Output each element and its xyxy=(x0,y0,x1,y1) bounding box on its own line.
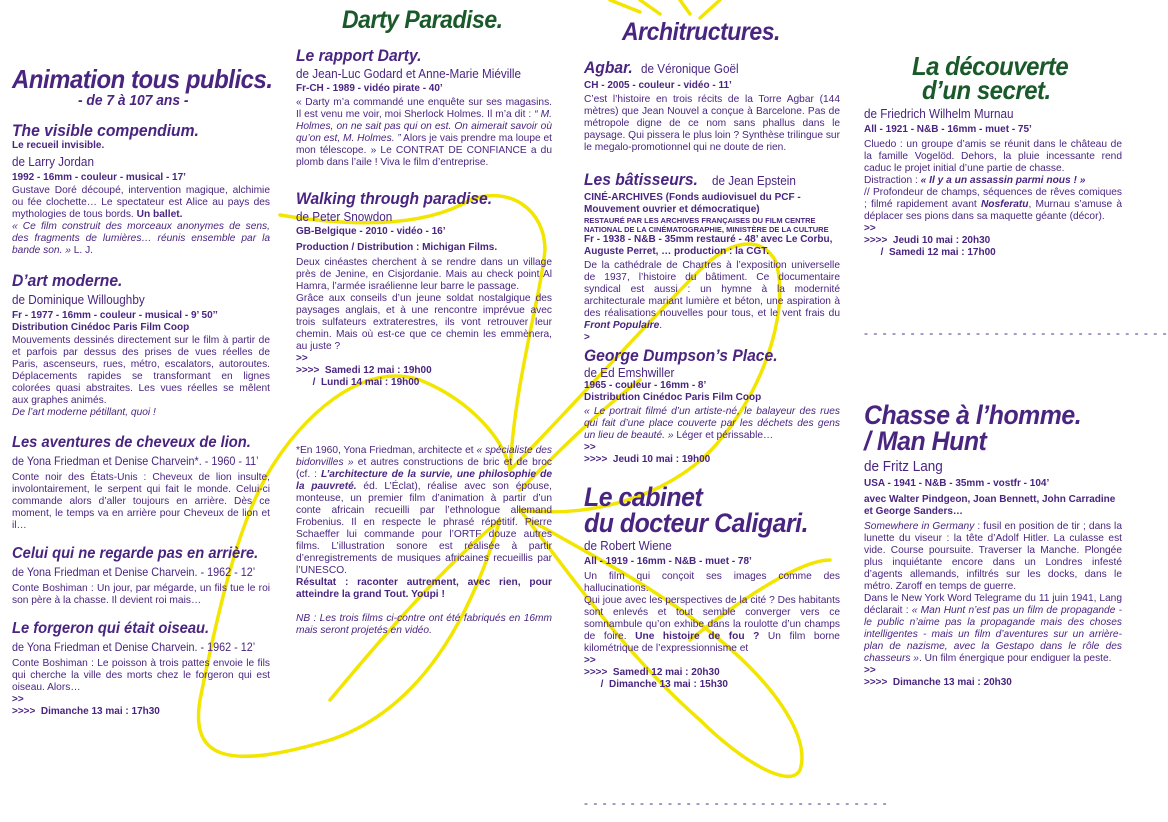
column-murnau-lang xyxy=(864,51,1122,267)
film-title: George Dumpson’s Place. xyxy=(584,346,778,365)
arrow: >> xyxy=(864,223,876,234)
film-entry xyxy=(12,121,270,257)
film-title: The visible compendium. xyxy=(12,121,199,140)
film-restoration: RESTAURÉ PAR LES ARCHIVES FRANÇAISES DU FILM CENTRE NATIONAL DE LA CINÉMATOGRAPHIE, MINISTÈRE DE LA CULTURE xyxy=(584,216,829,234)
separator-dashes: - - - - - - - - - - - - - - - - - - - - - - - - - - - - - - - - - xyxy=(584,796,888,810)
film-meta: All - 1919 - 16mm - N&B - muet - 78’ xyxy=(584,556,752,567)
film-director: de Yona Friedman et Denise Charvein. - 1962 - 12’ xyxy=(12,565,256,579)
arrow: >> xyxy=(296,353,308,364)
film-meta: 1992 - 16mm - couleur - musical - 17’ xyxy=(12,172,186,183)
film-production: Production / Distribution : Michigan Films. xyxy=(296,242,498,253)
column-darty xyxy=(296,46,552,645)
film-title: Le forgeron qui était oiseau. xyxy=(12,620,210,637)
film-meta: 1965 - couleur - 16mm - 8’ xyxy=(584,380,707,391)
film-entry xyxy=(864,402,1122,689)
film-title: D’art moderne. xyxy=(12,271,123,290)
film-director: de Jean-Luc Godard et Anne-Marie Miéville xyxy=(296,66,522,81)
film-title: Walking through paradise. xyxy=(296,189,493,208)
arrow: >> xyxy=(12,694,24,705)
film-description: « Darty m’a commandé une enquête sur ses magasins. Il est venu me voir, moi Sherlock Holmes. Il m’a dit : “ M. Holmes, on ne sait pas qui on est. On aimerait savoir où qu’on est, M. Holmes. ” Alors je vais prendre ma loupe et mon télescope. » Le CONTRAT DE CONFIANCE a du plomb dans l’aile ! Viva le film d’entreprise. xyxy=(296,97,552,168)
film-description: Mouvements dessinés directement sur le film à partir de et parfois par dessus des prises de vues réelles de Paris, ascenseurs, rues, métro, escalators, autoroutes. Déplacements rapides se transformant en lignes colorées quasi abstraites. Les vues réelles se mêlent aux graphes animés. De l’art moderne pétillant, quoi ! xyxy=(12,335,270,418)
film-description: « Le portrait filmé d’un artiste-né, le balayeur des rues qui fait d’une place couverte par les déchets des gens un lieu de beauté. » Léger et périssable… xyxy=(584,406,840,441)
film-description: Conte Boshiman : Le poisson à trois pattes envoie le fils qui cherche la ville des morts chez le forgeron qui est oiseau. Alors… xyxy=(12,658,270,693)
screening-schedule: >>>> Jeudi 10 mai : 20h30 xyxy=(864,235,991,246)
film-title: Chasse à l’homme. xyxy=(864,400,1082,430)
film-director: de Véronique Goël xyxy=(641,61,739,76)
film-description: Deux cinéastes cherchent à se rendre dans un village près de Jenine, en Cisjordanie. Mais au check point Al Hamra, l’armée israélienne leur barre le passage. Grâce aux conseils d’un jeune soldat nostalgique des paysages anglais, et à une rencontre imprévue avec trois sulfateurs extraterestres, ils vont retrouver leur chemin. Mais où est-ce que ce chemin les emmènera, au juste ? xyxy=(296,257,552,352)
film-director: de Yona Friedman et Denise Charvein. - 1962 - 12’ xyxy=(12,640,256,654)
arrow: > xyxy=(584,332,590,343)
film-title: Celui qui ne regarde pas en arrière. xyxy=(12,545,259,562)
arrow: >> xyxy=(864,665,876,676)
screening-schedule-2: / Dimanche 13 mai : 15h30 xyxy=(584,679,728,690)
film-distribution: Distribution Cinédoc Paris Film Coop xyxy=(584,392,762,403)
film-meta: Fr-CH - 1989 - vidéo pirate - 40’ xyxy=(296,83,443,94)
film-title-line-2: / Man Hunt xyxy=(864,426,987,456)
film-archive: CINÉ-ARCHIVES (Fonds audiovisuel du PCF - Mouvement ouvrier et démocratique) xyxy=(584,192,801,215)
film-cast: avec Walter Pindgeon, Joan Bennett, John Carradine et George Sanders… xyxy=(864,494,1116,517)
screening-schedule: >>>> Dimanche 13 mai : 17h30 xyxy=(12,706,160,717)
footnote-nb: NB : Les trois films ci-contre ont été fabriqués en 16mm mais seront projetés en vidéo. xyxy=(296,613,552,636)
screening-schedule-2: / Samedi 12 mai : 17h00 xyxy=(864,247,996,258)
film-entry xyxy=(12,433,270,532)
film-entry xyxy=(296,189,552,389)
column-manhunt xyxy=(864,402,1122,697)
film-entry xyxy=(12,271,270,419)
film-entry xyxy=(584,484,840,691)
film-director: de Friedrich Wilhelm Murnau xyxy=(864,106,1014,121)
film-description: Cluedo : un groupe d’amis se réunit dans le château de la famille Vogelöd. Dehors, la pluie incessante rend caduc le projet initial d’une partie de chasse. Distraction : « Il y a un assassin parmi nous ! » // Profondeur de champs, séquences de rêves comiques ; filmé rapidement avant Nosferatu, Murnau s’amuse à déplacer ses pions dans sa maquette géante (décor). xyxy=(864,139,1122,222)
screening-schedule: >>>> Samedi 12 mai : 19h00 xyxy=(296,365,432,376)
film-title-line-2: du docteur Caligari. xyxy=(584,508,809,538)
film-title: Le cabinet xyxy=(584,482,703,512)
footnote xyxy=(296,445,552,637)
film-title: Les aventures de cheveux de lion. xyxy=(12,434,251,451)
column-subtitle: - de 7 à 107 ans - xyxy=(78,92,189,109)
film-director: de Dominique Willoughby xyxy=(12,292,145,307)
arrow: >> xyxy=(584,655,596,666)
column-title: Animation tous publics. xyxy=(12,64,273,94)
film-description: C’est l’histoire en trois récits de la Torre Agbar (144 mètres) que Jean Nouvel a conçue à Barcelone. Pas de métropole digne de ce nom sans phallus dans le paysage. Qui pissera le plus loin ? Synthèse trilingue sur le megalo-promotionnel qui ne doute de rien. xyxy=(584,94,840,153)
film-description: Conte Boshiman : Un jour, par mégarde, un fils tue le roi son père à la chasse. Il devient roi mais… xyxy=(12,583,270,606)
screening-schedule: >>>> Jeudi 10 mai : 19h00 xyxy=(584,454,711,465)
film-director: de Larry Jordan xyxy=(12,154,94,169)
film-entry xyxy=(584,346,840,466)
film-entry xyxy=(584,170,840,344)
section-title-darty: Darty Paradise. xyxy=(342,6,503,34)
film-director: de Jean Epstein xyxy=(712,173,797,188)
film-entry xyxy=(864,51,1122,259)
film-description: Conte noir des États-Unis : Cheveux de lion insulte, involontairement, le serpent qui fait le monde. Celui-ci commande alors d’aller toujours en arrière. Dès ce moment, le temps va en arrière pour Cheveux de lion et il… xyxy=(12,472,270,531)
separator-dashes: - - - - - - - - - - - - - - - - - - - - - - - - - - - - - - - - - xyxy=(864,326,1168,340)
film-entry xyxy=(296,46,552,169)
film-subtitle: Le recueil invisible. xyxy=(12,140,105,151)
film-title: Agbar. xyxy=(584,58,633,77)
film-director: de Peter Snowdon xyxy=(296,209,393,224)
film-director: de Ed Emshwiller xyxy=(584,365,675,380)
column-architructures xyxy=(584,58,840,699)
film-director: de Fritz Lang xyxy=(864,458,943,475)
film-meta: All - 1921 - N&B - 16mm - muet - 75’ xyxy=(864,124,1032,135)
film-description: Gustave Doré découpé, intervention magique, alchimie ou fée clochette… Le spectateur est Alice au pays des mythologies de tous bords. Un ballet. « Ce film construit des morceaux anonymes de sens, des fragments de lumières… réunis ensemble par la bande son. » L. J. xyxy=(12,185,270,256)
film-description: Un film qui conçoit ses images comme des hallucinations. Qui joue avec les perspectives de la cité ? Des habitants sont enlevés et tout semble converger vers ce somnambule qu’on exhibe dans la roulotte d’un champs de foire. Une histoire de fou ? Un film borne kilométrique de l’expressionnisme et xyxy=(584,571,840,654)
film-meta: CH - 2005 - couleur - vidéo - 11’ xyxy=(584,80,732,91)
screening-schedule: >>>> Dimanche 13 mai : 20h30 xyxy=(864,677,1012,688)
film-entry xyxy=(584,58,840,154)
film-title-line-2: d’un secret. xyxy=(922,75,1051,105)
column-animation xyxy=(12,64,273,726)
film-description: De la cathédrale de Chartres à l’exposition universelle de 1937, l’histoire du bâtiment. Ce documentaire syndical est aussi : un hymne à la modernité architecturale mariant lumière et béton, une aspiration à des réalisations nouvelles pour tous, et le vent frais du Front Populaire. xyxy=(584,260,840,331)
screening-schedule-2: / Lundi 14 mai : 19h00 xyxy=(296,377,420,388)
film-description: Somewhere in Germany : fusil en position de tir ; dans la lunette du viseur : la tête d’Adolf Hitler. La culasse est vide. Course poursuite. Traverser la Manche. Plongée plus inquiétante encore dans un Londres infesté d’agents allemands, infiltrés sur les docks, dans le métro. Zaroff en temps de guerre. Dans le New York Word Telegrame du 11 juin 1941, Lang déclarait : « Man Hunt n’est pas un film de propagande - le public n’aime pas la propagande mais des choses intelligentes - mais un film d’aventures sur un arrière-plan de nazisme, avec la Gestapo dans le rôle des chasseurs ». Un film énergique pour endiguer la peste. xyxy=(864,521,1122,664)
screening-schedule: >>>> Samedi 12 mai : 20h30 xyxy=(584,667,720,678)
film-entry xyxy=(12,544,270,607)
film-title: Les bâtisseurs. xyxy=(584,170,698,189)
film-title: La découverte xyxy=(912,51,1069,81)
film-meta: GB-Belgique - 2010 - vidéo - 16’ xyxy=(296,226,446,237)
film-meta: Fr - 1977 - 16mm - couleur - musical - 9’ 50’’ xyxy=(12,310,218,321)
film-meta: USA - 1941 - N&B - 35mm - vostfr - 104’ xyxy=(864,478,1050,489)
section-title-architructures: Architructures. xyxy=(622,18,780,46)
film-title: Le rapport Darty. xyxy=(296,46,422,65)
footnote-text: *En 1960, Yona Friedman, architecte et « spécialiste des bidonvilles » et autres constructions de bric et de broc (cf. : L’architecture de la survie, une philosophie de la pauvreté. éd. L’Éclat), réalise avec son épouse, monteuse, un premier film d’animation à partir d’un conte africain recueilli par l’ethnologue allemand Frobenius. Il en respecte le phrasé répétitif. Pierre Schaeffer lui commande pour l’ORTF douze autres films. L’illustration sonore est réalisée à partir d’enregistrements de musiques africaines recueillis par l’UNESCO. Résultat : raconter autrement, avec rien, pour atteindre la grand Tout. Youpi ! xyxy=(296,445,552,600)
film-director: de Robert Wiene xyxy=(584,538,672,553)
film-distribution: Distribution Cinédoc Paris Film Coop xyxy=(12,322,190,333)
film-meta: Fr - 1938 - N&B - 35mm restauré - 48’ avec Le Corbu, Auguste Perret, … production : la CGT. xyxy=(584,234,833,257)
film-director: de Yona Friedman et Denise Charvein*. - 1960 - 11’ xyxy=(12,454,259,468)
film-entry xyxy=(12,619,270,718)
arrow: >> xyxy=(584,442,596,453)
